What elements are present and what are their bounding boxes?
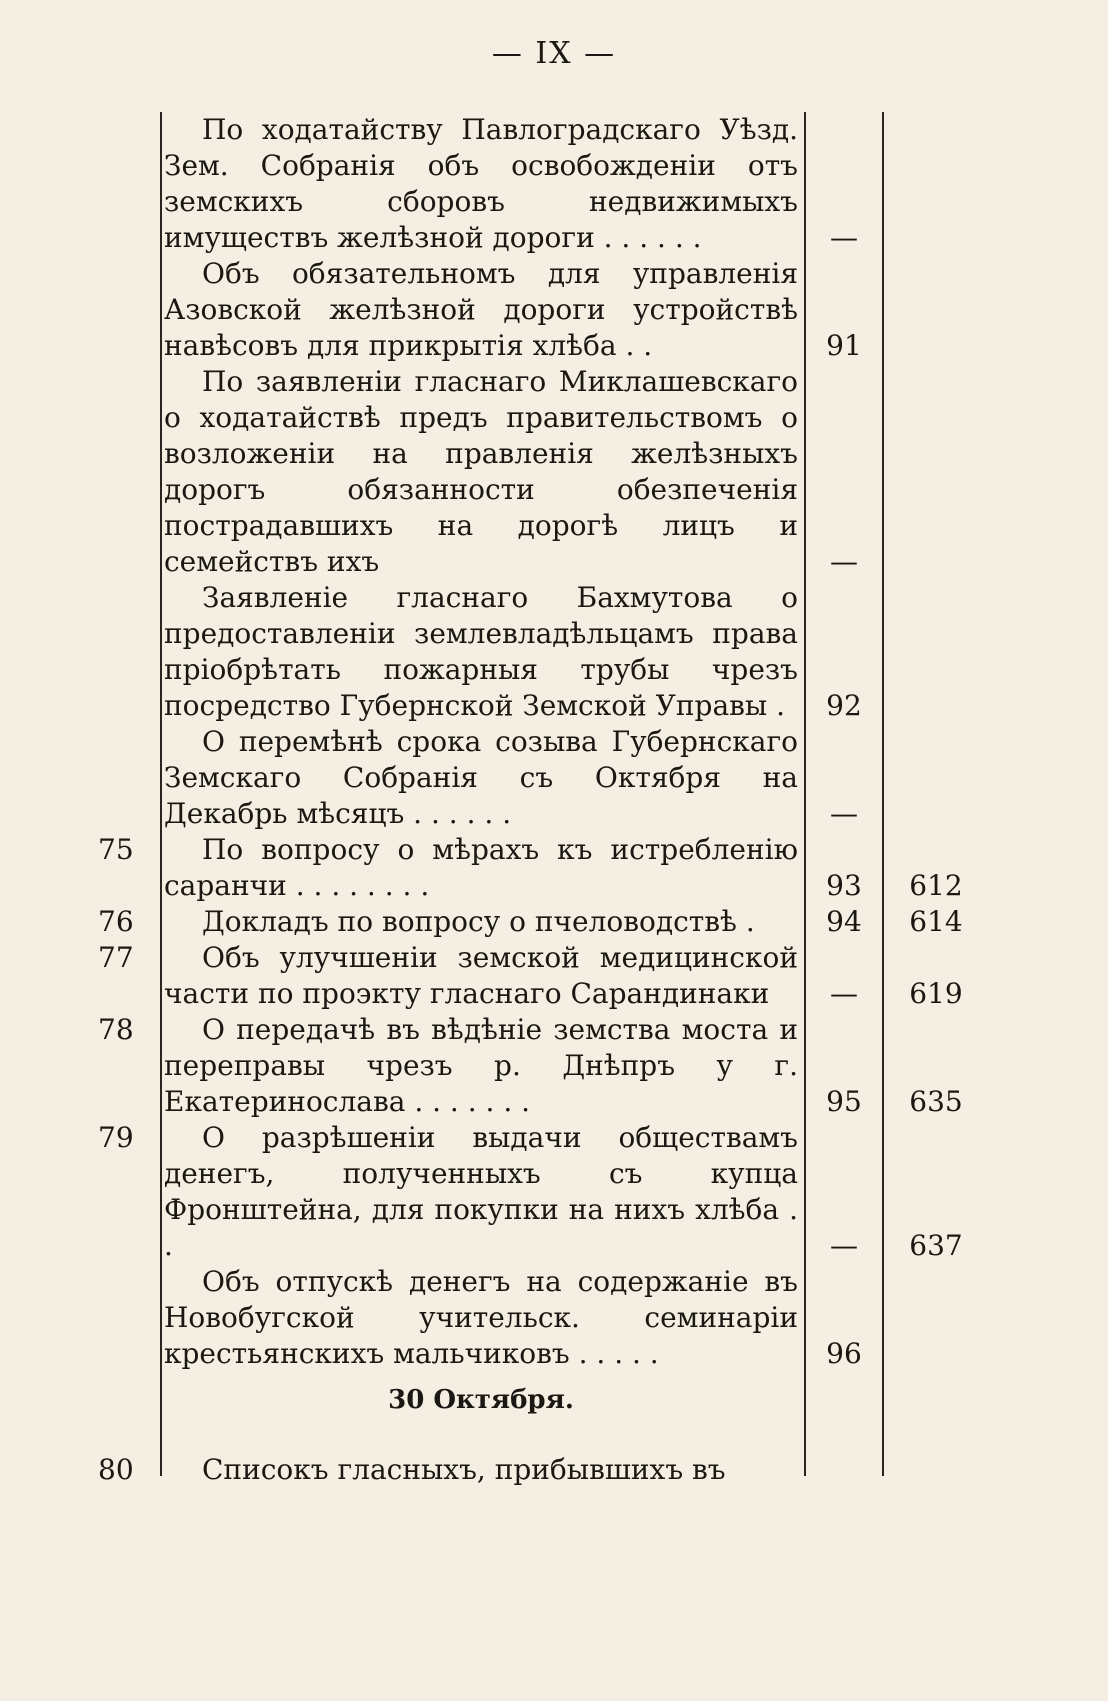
table-row [0, 580, 1108, 724]
table-row [0, 256, 1108, 364]
entry-text: По заявленіи гласнаго Миклашевскаго о ходатайствѣ предъ правительствомъ о возложеніи на правленія желѣзныхъ дорогъ обязанности обезпеченія пострадавшихъ на дорогѣ лицъ и семействъ ихъ [164, 365, 798, 578]
entry-text: По ходатайству Павлоградскаго Уѣзд. Зем. Собранія объ освобожденіи отъ земскихъ сборовъ недвижимыхъ имуществъ желѣзной дороги . . . . . . [164, 113, 798, 254]
table-row [0, 940, 1108, 1012]
page-ref-protocol: 95 [826, 1085, 862, 1118]
page-ref-protocol: 93 [826, 869, 862, 902]
page-ref-report: 614 [909, 905, 963, 938]
table-row [0, 1012, 1108, 1120]
entry-text: Докладъ по вопросу о пчеловодствѣ . [202, 905, 755, 938]
table-row [0, 1452, 1108, 1488]
page-ref-report: 635 [909, 1085, 963, 1118]
entry-text: О передачѣ въ вѣдѣніе земства моста и переправы чрезъ р. Днѣпръ у г. Екатеринослава . . . . . . . [164, 1013, 798, 1118]
table-row [0, 904, 1108, 940]
page-ref-protocol: 94 [826, 905, 862, 938]
entry-number: 79 [98, 1121, 134, 1154]
entry-text: Списокъ гласныхъ, прибывшихъ въ [202, 1453, 726, 1486]
page-ref-protocol: — [830, 221, 858, 254]
page-ref-report: 637 [909, 1229, 963, 1262]
entry-text: Объ обязательномъ для управленія Азовской желѣзной дороги устройствѣ навѣсовъ для прикрытія хлѣба . . [164, 257, 798, 362]
page-ref-protocol: 96 [826, 1337, 862, 1370]
table-row [0, 1264, 1108, 1372]
entry-text: О разрѣшеніи выдачи обществамъ денегъ, полученныхъ съ купца Фронштейна, для покупки на нихъ хлѣба . . [164, 1121, 798, 1262]
entry-number: 76 [98, 905, 134, 938]
table-row [0, 364, 1108, 580]
page-number: — IX — [491, 36, 617, 71]
entry-text: Объ отпускѣ денегъ на содержаніе въ Новобугской учительск. семинаріи крестьянскихъ мальчиковъ . . . . . [164, 1265, 798, 1370]
page-ref-protocol: — [830, 977, 858, 1010]
entry-text: Объ улучшеніи земской медицинской части по проэкту гласнаго Сарандинаки [164, 941, 798, 1010]
entry-number: 78 [98, 1013, 134, 1046]
entry-text: О перемѣнѣ срока созыва Губернскаго Земскаго Собранія съ Октября на Декабрь мѣсяцъ . . . . . . [164, 725, 798, 830]
date-heading: 30 Октября. [388, 1385, 574, 1415]
table-row [0, 112, 1108, 256]
entry-text: По вопросу о мѣрахъ къ истребленію саранчи . . . . . . . . [164, 833, 798, 902]
entry-number: 77 [98, 941, 134, 974]
table-row [0, 1120, 1108, 1264]
page-ref-protocol: — [830, 797, 858, 830]
entry-number: 80 [98, 1453, 134, 1486]
entry-number: 75 [98, 833, 134, 866]
table-row [0, 724, 1108, 832]
page-ref-protocol: — [830, 545, 858, 578]
page-ref-report: 619 [909, 977, 963, 1010]
page-ref-protocol: 92 [826, 689, 862, 722]
entry-text: Заявленіе гласнаго Бахмутова о предоставленіи землевладѣльцамъ права пріобрѣтать пожарныя трубы чрезъ посредство Губернской Земской Управы . [164, 581, 798, 722]
page-ref-report: 612 [909, 869, 963, 902]
page-ref-protocol: 91 [826, 329, 862, 362]
contents-table [0, 112, 1108, 1488]
table-row [0, 832, 1108, 904]
page-ref-protocol: — [830, 1229, 858, 1262]
